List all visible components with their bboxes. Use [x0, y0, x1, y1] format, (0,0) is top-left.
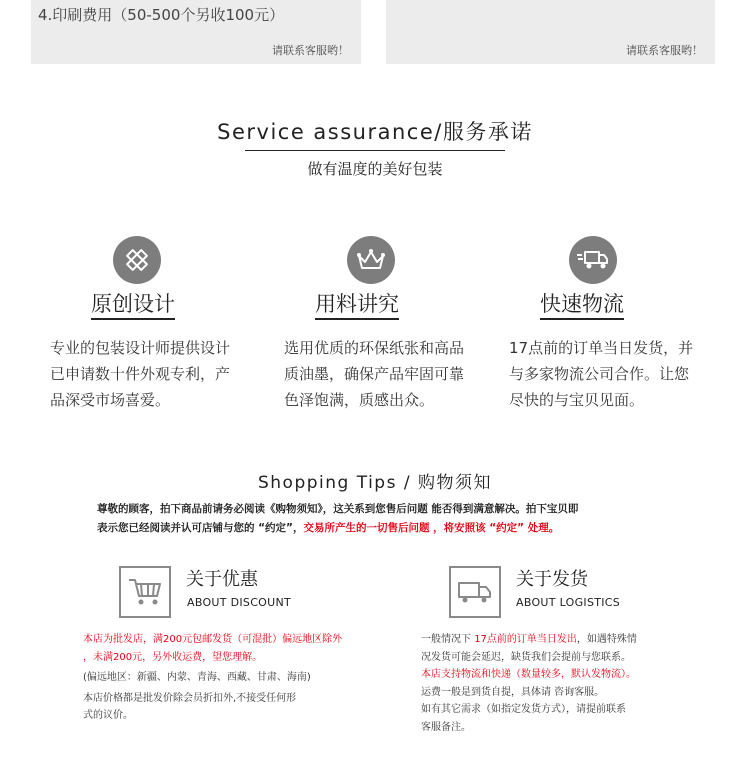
logistics-line: 客服备注。 [421, 721, 471, 733]
logistics-text: ，如遇特殊情 [576, 634, 637, 645]
feature-desc-line: 尽快的与宝贝见面。 [509, 391, 645, 409]
feature-desc-line: 与多家物流公司合作。让您 [509, 365, 690, 383]
feature-desc-original-design [50, 335, 260, 413]
feature-title-quality-material: 用料讲究 [315, 291, 399, 320]
about-logistics-title: 关于发货 [516, 569, 588, 590]
logistics-line: 况发货可能会延迟，缺货我们会提前与您联系。 [421, 651, 631, 663]
top-info-card-left [31, 0, 361, 64]
feature-desc-line: 色泽饱满，质感出众。 [284, 391, 435, 409]
top-info-card-right [386, 0, 715, 64]
feature-desc-fast-logistics [509, 335, 719, 413]
notice-line: 尊敬的顾客，拍下商品前请务必阅读《购物须知》，这关系到您售后问题 能否得到满意解决。拍下宝贝即 [97, 503, 579, 515]
shopping-tips-notice [97, 500, 657, 538]
logistics-text: 一般情况下 [421, 634, 475, 645]
feature-desc-line: 专业的包装设计师提供设计 [50, 339, 231, 357]
logistics-line [421, 631, 721, 649]
feature-desc-line: 选用优质的环保纸张和高品 [284, 339, 465, 357]
discount-line: ，未满200元，另外收运费，望您理解。 [83, 651, 263, 663]
logistics-line: 如有其它需求（如指定发货方式），请提前联系 [421, 704, 626, 715]
notice-text: 表示您已经阅读并认可店铺与您的 “约定”， [97, 522, 304, 534]
feature-title-fast-logistics: 快速物流 [540, 291, 624, 320]
delivery-truck-icon [569, 236, 617, 284]
logistics-line: 本店支持物流和快递（数量较多，默认发物流）。 [421, 669, 636, 680]
notice-line [97, 519, 657, 538]
shopping-tips-title: Shopping Tips / 购物须知 [257, 473, 492, 493]
print-fee-text: 4.印刷费用（50-500个另收100元） [38, 6, 285, 24]
discount-line: 式的议价。 [83, 710, 133, 721]
logistics-line: 运费一般是到货自提，具体请 咨询客服。 [421, 686, 605, 698]
service-subtitle: 做有温度的美好包装 [307, 160, 443, 178]
pencil-ruler-icon [113, 236, 161, 284]
truck-icon [449, 566, 501, 618]
crown-icon [347, 236, 395, 284]
contact-service-text: 请联系客服哟！ [272, 44, 349, 57]
about-discount-subtitle: ABOUT DISCOUNT [187, 596, 292, 609]
title-divider [245, 150, 505, 151]
about-logistics-subtitle: ABOUT LOGISTICS [516, 596, 621, 609]
service-assurance-title: Service assurance/服务承诺 [217, 120, 533, 144]
feature-desc-line: 已申请数十件外观专利，产 [50, 365, 231, 383]
logistics-highlight: 17点前的订单当日发出 [474, 634, 577, 645]
feature-desc-quality-material [284, 335, 494, 413]
feature-desc-line: 质油墨，确保产品牢固可靠 [284, 365, 465, 383]
feature-desc-line: 17点前的订单当日发货，并 [509, 339, 694, 357]
discount-line: 本店为批发店，满200元包邮发货（可混批）偏远地区除外 [83, 634, 343, 645]
about-discount-title: 关于优惠 [186, 569, 258, 590]
logistics-details [421, 631, 721, 736]
contact-service-text: 请联系客服哟！ [626, 44, 703, 57]
feature-desc-line: 品深受市场喜爱。 [50, 391, 171, 409]
discount-line: 本店价格都是批发价除会员折扣外,不接受任何形 [83, 692, 297, 704]
shopping-cart-icon [119, 566, 171, 618]
remote-areas-line: (偏远地区：新疆、内蒙、青海、西藏、甘肃、海南) [83, 672, 311, 683]
discount-details [83, 631, 383, 725]
notice-highlight: 交易所产生的一切售后问题 ，将安照该 “约定” 处理。 [303, 522, 560, 534]
feature-title-original-design: 原创设计 [91, 291, 175, 320]
